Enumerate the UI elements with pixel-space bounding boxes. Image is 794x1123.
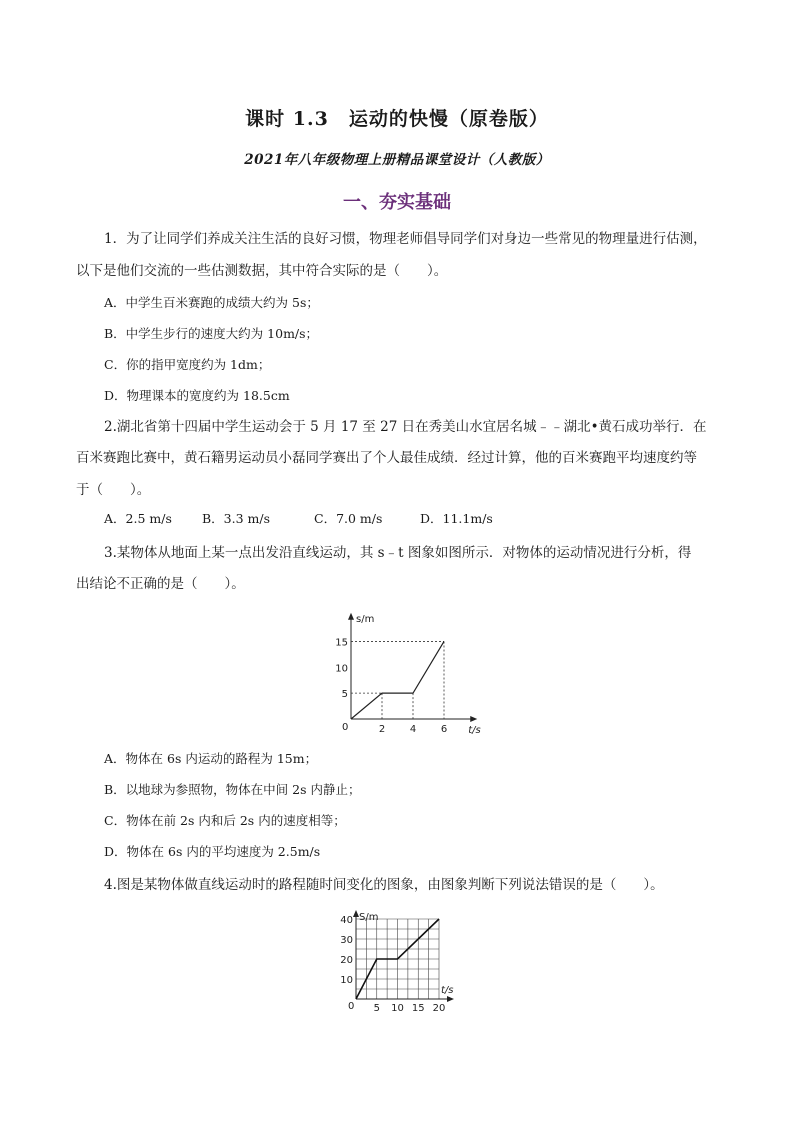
page-title: 课时 1.3 运动的快慢（原卷版） [245, 108, 549, 130]
origin-label: 0 [348, 1001, 355, 1012]
y-tick-label: 20 [340, 955, 353, 966]
q2-text-line-1: 2.湖北省第十四届中学生运动会于 5 月 17 至 27 日在秀美山水宜居名城﹣﹣湖北•黄石成功举行．在 [104, 419, 707, 435]
y-tick-label: 5 [341, 689, 348, 701]
y-tick-label: 40 [340, 915, 353, 926]
q4-text-line-1: 4.图是某物体做直线运动时的路程随时间变化的图象，由图象判断下列说法错误的是（ ）。 [104, 877, 664, 893]
q3-option-a: A．物体在 6s 内运动的路程为 15m； [104, 751, 318, 766]
y-tick-label: 15 [335, 637, 348, 649]
x-tick-label: 20 [432, 1003, 446, 1014]
origin-label: 0 [342, 722, 349, 733]
q2-text-line-2: 百米赛跑比赛中，黄石籍男运动员小磊同学赛出了个人最佳成绩．经过计算，他的百米赛跑平均速度约等 [76, 450, 697, 466]
q2-text-line-3: 于（ ）。 [76, 482, 151, 498]
x-axis-label: t/s [468, 725, 481, 736]
y-tick-label: 10 [335, 663, 348, 675]
q3-option-d: D．物体在 6s 内的平均速度为 2.5m/s [104, 844, 321, 859]
q3-option-b: B．以地球为参照物，物体在中间 2s 内静止； [104, 782, 361, 797]
st-graph-q4 [338, 907, 486, 1015]
st-graph-q3 [334, 603, 488, 737]
q1-option-a: A．中学生百米赛跑的成绩大约为 5s； [104, 295, 319, 310]
q1-option-d: D．物理课本的宽度约为 18.5cm [104, 388, 290, 403]
q1-option-c: C．你的指甲宽度约为 1dm； [104, 357, 271, 372]
q2-option-a: A．2.5 m/s [104, 511, 172, 526]
y-axis-arrow [348, 613, 354, 620]
x-axis-label: t/s [441, 985, 454, 996]
series-line [351, 641, 444, 719]
q2-option-c: C．7.0 m/s [314, 511, 383, 526]
y-axis-label: s/m [356, 613, 375, 625]
x-tick-label: 15 [411, 1003, 425, 1014]
q3-text-line-2: 出结论不正确的是（ ）。 [76, 576, 245, 592]
q2-option-d: D．11.1m/s [420, 511, 493, 526]
x-axis-arrow [470, 716, 477, 722]
q1-text-line-2: 以下是他们交流的一些估测数据，其中符合实际的是（ ）。 [76, 263, 448, 279]
y-tick-label: 30 [340, 935, 353, 946]
x-tick-label: 5 [373, 1003, 380, 1014]
q2-options [104, 509, 493, 527]
q3-option-c: C．物体在前 2s 内和后 2s 内的速度相等； [104, 813, 346, 828]
x-tick-label: 4 [409, 724, 417, 735]
y-tick-label: 10 [340, 975, 353, 986]
q3-text-line-1: 3.某物体从地面上某一点出发沿直线运动，其 s﹣t 图象如图所示．对物体的运动情况进行分析，得 [104, 545, 692, 561]
page-subtitle: 2021年八年级物理上册精品课堂设计（人教版） [244, 152, 550, 168]
q1-option-b: B．中学生步行的速度大约为 10m/s； [104, 326, 319, 341]
x-axis-arrow [447, 996, 454, 1002]
q2-option-b: B．3.3 m/s [202, 511, 271, 526]
section-heading: 一、夯实基础 [343, 192, 451, 213]
x-tick-label: 10 [391, 1003, 404, 1014]
q1-text-line-1: 1．为了让同学们养成关注生活的良好习惯，物理老师倡导同学们对身边一些常见的物理量进行估测， [104, 231, 707, 247]
x-tick-label: 6 [440, 724, 448, 735]
y-axis-label: S/m [359, 912, 379, 923]
x-tick-label: 2 [378, 724, 386, 735]
